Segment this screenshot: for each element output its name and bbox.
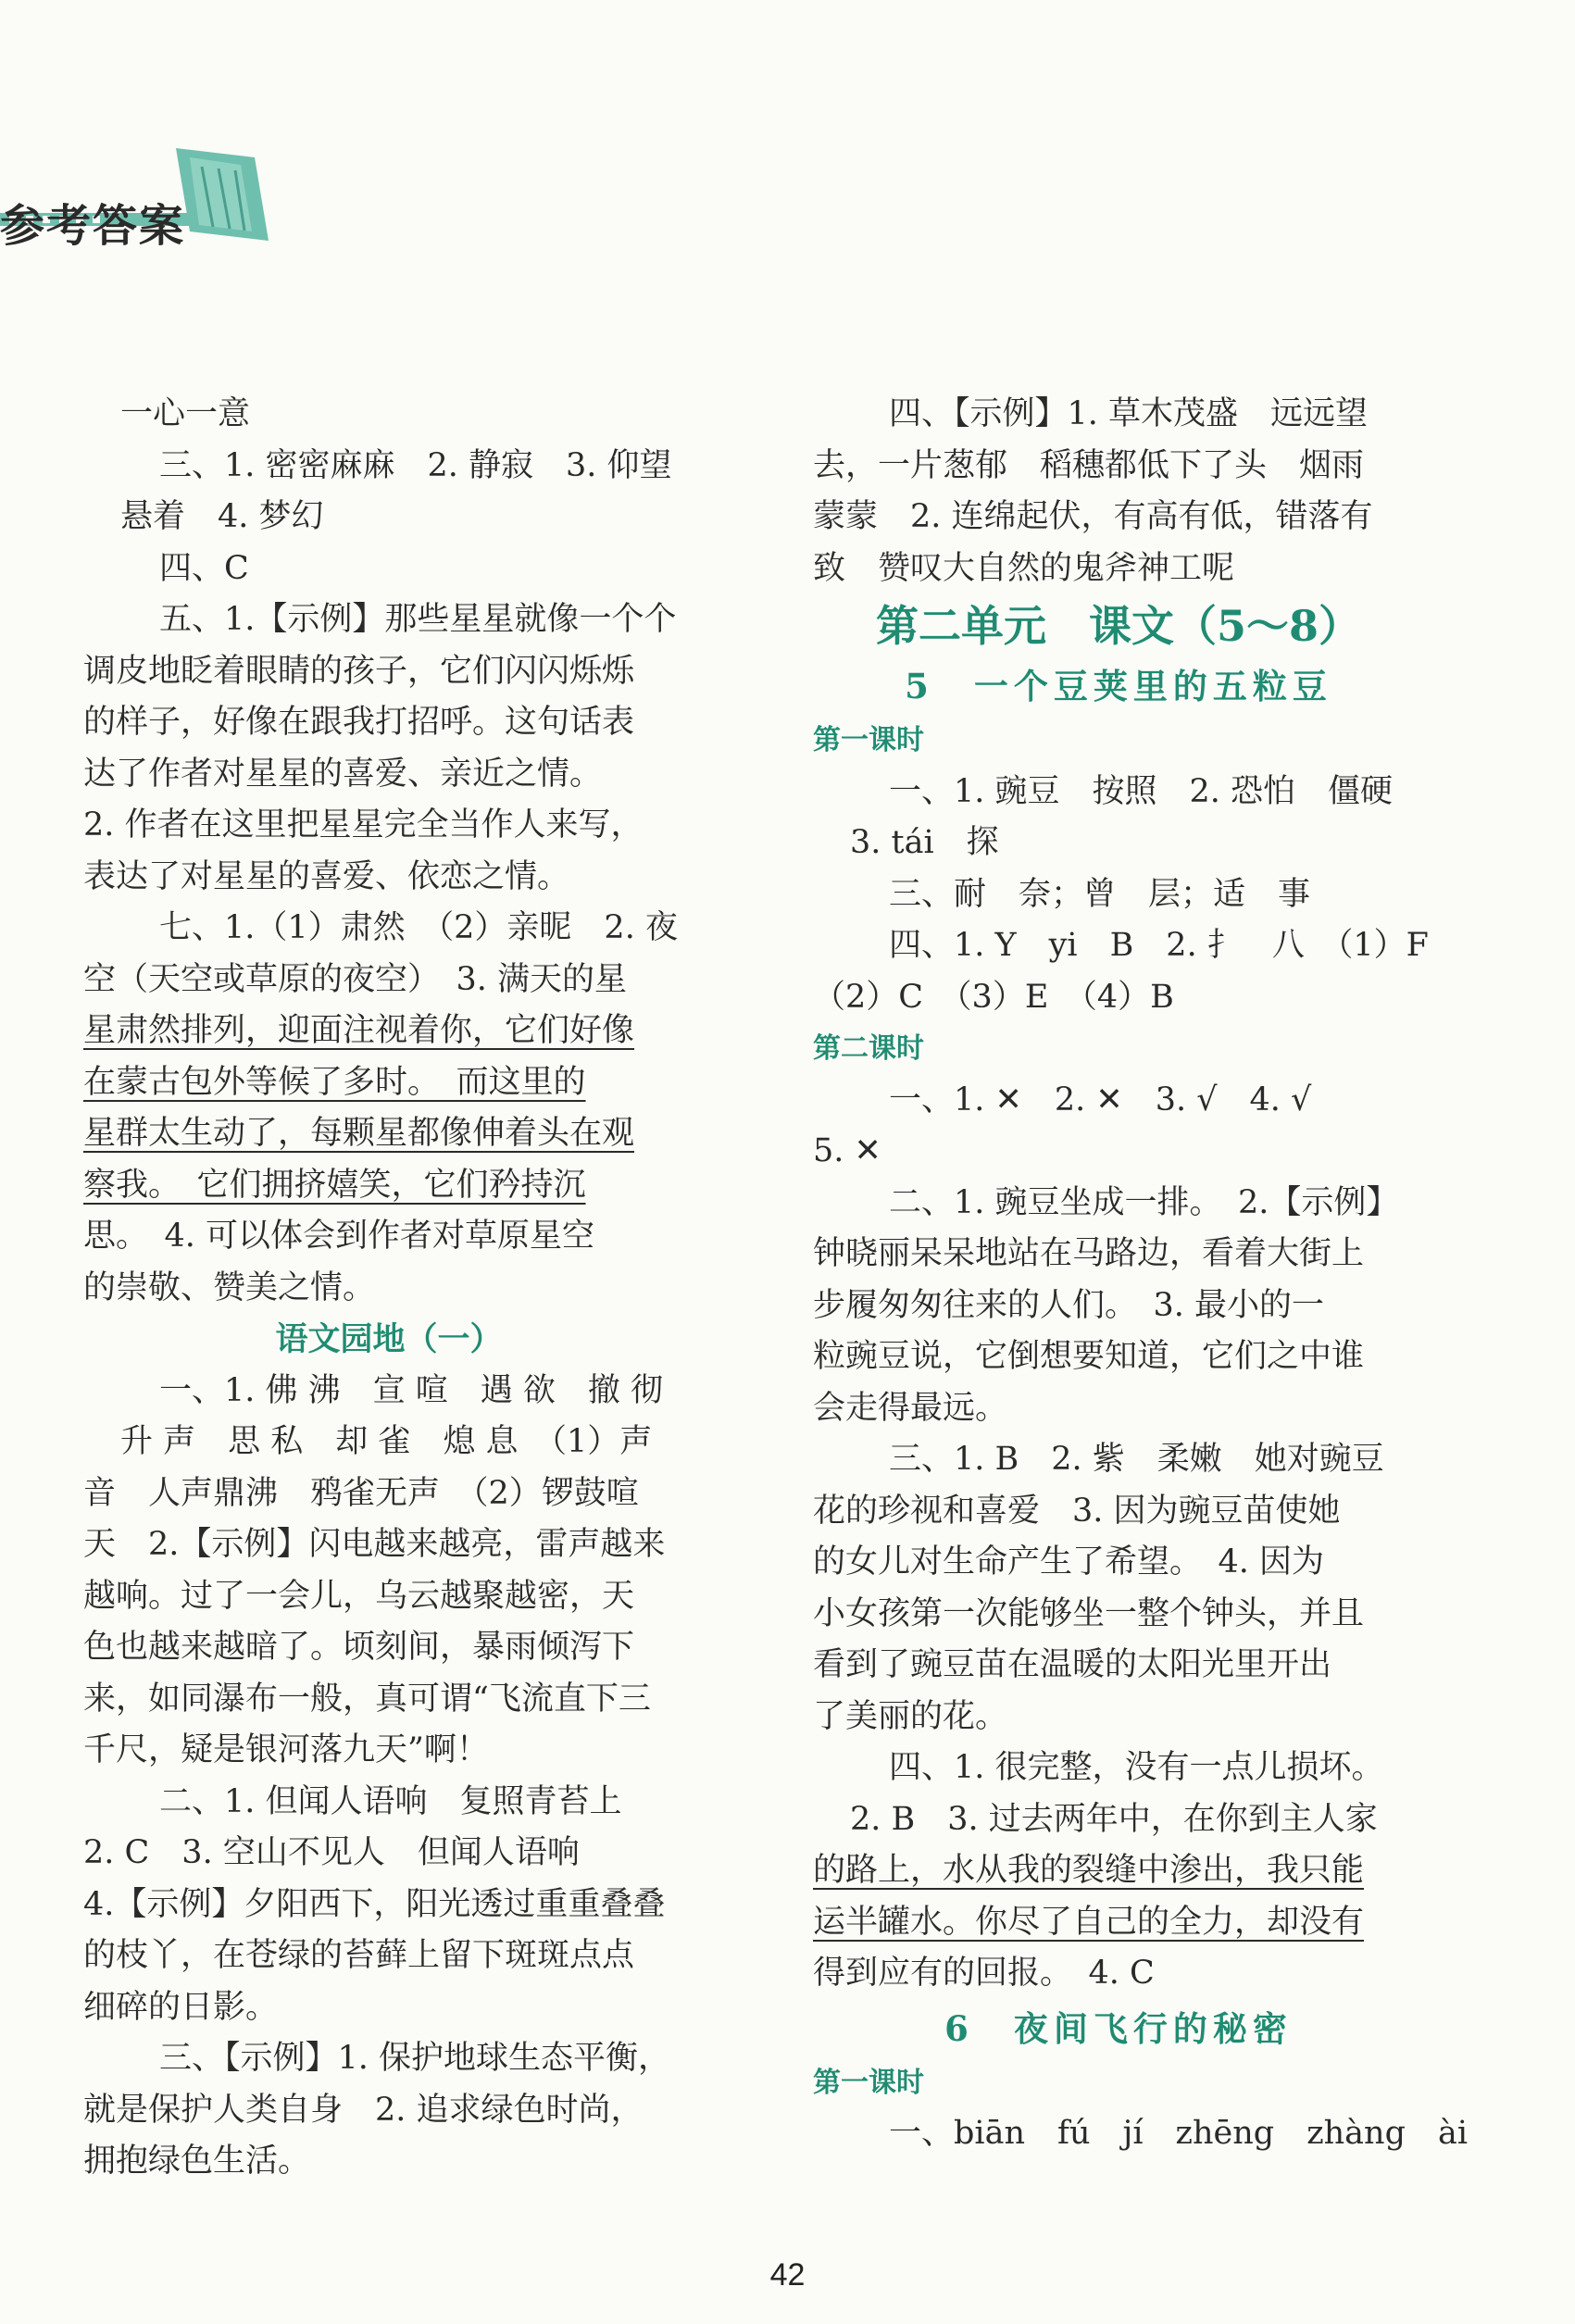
answer-line: 一、1. 佛 沸 宣 喧 遇 欲 撤 彻: [159, 1371, 664, 1409]
answer-line: 一心一意: [120, 395, 251, 432]
answer-line: 步履匆匆往来的人们。 3. 最小的一: [813, 1286, 1325, 1324]
answer-line: 花的珍视和喜爱 3. 因为豌豆苗使她: [813, 1492, 1341, 1530]
answer-line: 四、1. 很完整，没有一点儿损坏。: [889, 1749, 1384, 1786]
answer-line: 思。 4. 可以体会到作者对草原星空: [83, 1218, 595, 1255]
answer-line: 在蒙古包外等候了多时。 而这里的: [83, 1063, 586, 1101]
answer-line: 的女儿对生命产生了希望。 4. 因为: [813, 1543, 1325, 1581]
answer-line: 会走得最远。: [813, 1389, 1008, 1427]
answer-line: 达了作者对星星的喜爱、亲近之情。: [83, 755, 603, 793]
answer-line: 致 赞叹大自然的鬼斧神工呢: [813, 549, 1235, 587]
answer-line: 4.【示例】夕阳西下，阳光透过重重叠叠: [83, 1885, 666, 1923]
answer-line: 5. ✕: [813, 1132, 881, 1169]
answer-line: 了美丽的花。: [813, 1697, 1008, 1735]
answer-line: 3. tái 探: [850, 824, 999, 861]
answer-line: 运半罐水。你尽了自己的全力，却没有: [813, 1903, 1365, 1941]
answer-line: 七、1.（1）肃然 （2）亲昵 2. 夜: [159, 909, 678, 946]
answer-line: 去，一片葱郁 稻穗都低下了头 烟雨: [813, 446, 1365, 484]
answer-line: 2. C 3. 空山不见人 但闻人语响: [83, 1834, 580, 1871]
answer-line: 得到应有的回报。 4. C: [813, 1955, 1155, 1992]
answer-line: 星肃然排列，迎面注视着你，它们好像: [83, 1012, 635, 1049]
scroll-icon: [176, 148, 269, 241]
answer-line: 2. B 3. 过去两年中，在你到主人家: [850, 1800, 1378, 1838]
answer-line: 调皮地眨着眼睛的孩子，它们闪闪烁烁: [83, 652, 635, 690]
answer-line: 空（天空或草原的夜空） 3. 满天的星: [83, 960, 628, 998]
section-heading: 6 夜间飞行的秘密: [944, 2007, 1293, 2049]
left-column: [83, 389, 694, 2188]
answer-line: 五、1.【示例】那些星星就像一个个: [159, 601, 677, 638]
answer-line: （2）C （3）E （4）B: [813, 978, 1174, 1016]
section-heading: 第二单元 课文（5～8）: [875, 601, 1361, 651]
right-column: [813, 389, 1469, 2160]
answer-line: 四、【示例】1. 草木茂盛 远远望: [889, 395, 1369, 432]
answer-line: 升 声 思 私 却 雀 熄 息 （1）声: [120, 1423, 653, 1460]
answer-line: 察我。 它们拥挤嬉笑，它们矜持沉: [83, 1166, 586, 1204]
answer-line: 表达了对星星的喜爱、依恋之情。: [83, 857, 570, 895]
answer-line: 一、1. ✕ 2. ✕ 3. √ 4. √: [889, 1081, 1312, 1118]
answer-line: 天 2.【示例】闪电越来越亮，雷声越来: [83, 1526, 666, 1563]
answer-line: 三、1. B 2. 紫 柔嫩 她对豌豆: [889, 1441, 1384, 1478]
answer-line: 就是保护人类自身 2. 追求绿色时尚，: [83, 2091, 644, 2129]
answer-line: 色也越来越暗了。顷刻间，暴雨倾泻下: [83, 1629, 635, 1666]
answer-line: 蒙蒙 2. 连绵起伏，有高有低，错落有: [813, 498, 1373, 535]
header-title: 参考答案: [0, 200, 186, 252]
answer-line: 看到了豌豆苗在温暖的太阳光里开出: [813, 1646, 1332, 1683]
period-heading: 第二课时: [813, 1032, 924, 1065]
answer-line: 二、1. 豌豆坐成一排。 2.【示例】: [889, 1183, 1399, 1221]
answer-line: 细碎的日影。: [83, 1988, 279, 2026]
answer-line: 来，如同瀑布一般，真可谓“飞流直下三: [83, 1680, 651, 1718]
period-heading: 第一课时: [813, 2066, 924, 2099]
answer-line: 2. 作者在这里把星星完全当作人来写，: [83, 806, 644, 843]
answer-line: 三、1. 密密麻麻 2. 静寂 3. 仰望: [159, 446, 672, 484]
answer-line: 钟晓丽呆呆地站在马路边，看着大街上: [813, 1235, 1365, 1272]
period-heading: 第一课时: [813, 724, 924, 756]
answer-line: 小女孩第一次能够坐一整个钟头，并且: [813, 1594, 1365, 1632]
answer-line: 的样子，好像在跟我打招呼。这句话表: [83, 704, 635, 741]
answer-line: 拥抱绿色生活。: [83, 2143, 311, 2180]
answer-line: 四、C: [159, 549, 249, 587]
answer-line: 一、1. 豌豆 按照 2. 恐怕 僵硬: [889, 772, 1394, 810]
answer-line: 越响。过了一会儿，乌云越聚越密，天: [83, 1577, 635, 1615]
answer-line: 音 人声鼎沸 鸦雀无声 （2）锣鼓喧: [83, 1474, 639, 1512]
answer-line: 四、1. Y yi B 2. 扌 八 （1）F: [889, 927, 1429, 964]
answer-line: 星群太生动了，每颗星都像伸着头在观: [83, 1115, 635, 1152]
section-heading: 语文园地（一）: [275, 1320, 503, 1358]
answer-line: 三、耐 奈；曾 层；适 事: [889, 875, 1311, 913]
answer-line: 二、1. 但闻人语响 复照青苔上: [159, 1782, 622, 1820]
answer-line: 的路上，水从我的裂缝中渗出，我只能: [813, 1852, 1365, 1889]
answer-line: 一、biān fú jí zhēng zhàng ài: [889, 2115, 1469, 2152]
answer-line: 悬着 4. 梦幻: [120, 498, 324, 535]
section-heading: 5 一个豆荚里的五粒豆: [905, 666, 1332, 706]
answer-line: 的崇敬、赞美之情。: [83, 1268, 376, 1306]
answer-line: 的枝丫，在苍绿的苔藓上留下斑斑点点: [83, 1937, 635, 1974]
answer-line: 粒豌豆说，它倒想要知道，它们之中谁: [813, 1338, 1365, 1375]
page-number: 42: [769, 2257, 806, 2293]
answer-line: 千尺，疑是银河落九天”啊！: [83, 1731, 489, 1768]
answer-line: 三、【示例】1. 保护地球生态平衡，: [159, 2040, 671, 2077]
